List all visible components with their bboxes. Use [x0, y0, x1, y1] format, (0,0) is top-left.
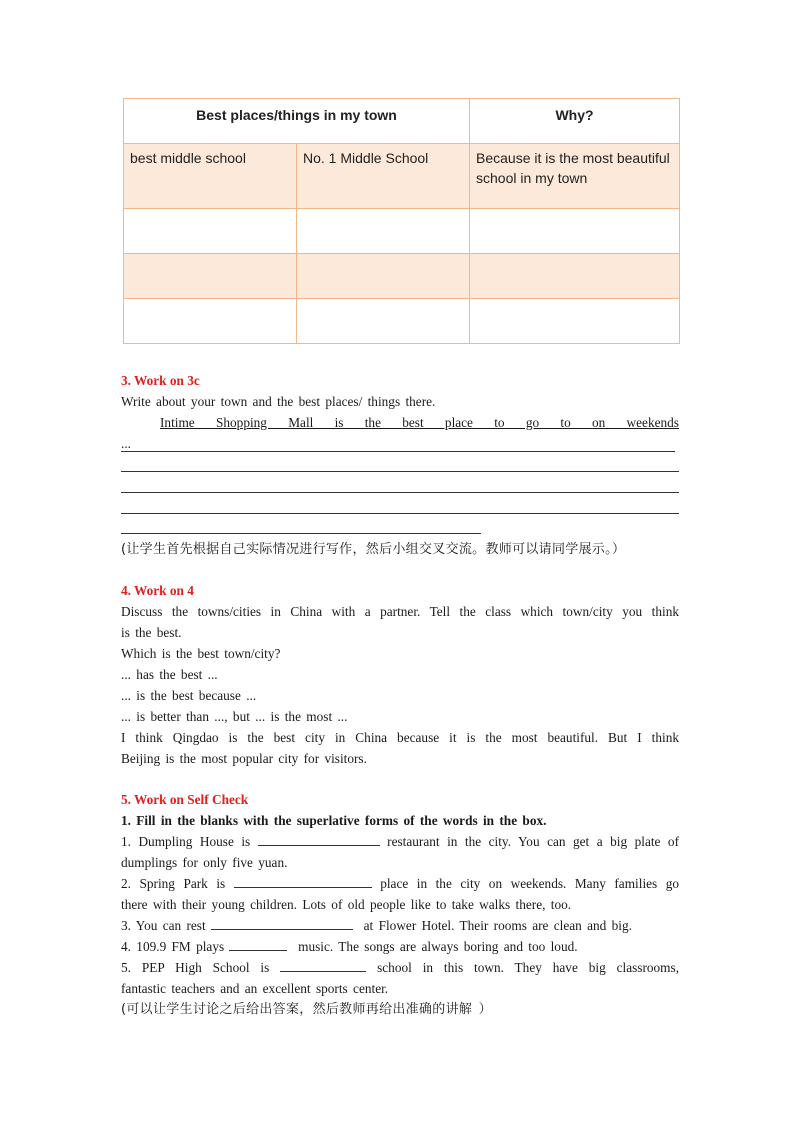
best-places-table — [123, 98, 680, 344]
answer-blank[interactable] — [229, 936, 287, 951]
writing-line — [121, 513, 679, 514]
section-4-line: is the best. — [121, 625, 182, 640]
section-5-subtitle: 1. Fill in the blanks with the superlative forms of the words in the box. — [121, 813, 547, 828]
exercise-text: 3. You can rest — [121, 918, 206, 933]
exercise-text: school in this town. They have big classrooms, — [377, 960, 680, 975]
table-cell — [470, 209, 680, 254]
exercise-text: place in the city on weekends. Many families go — [380, 876, 680, 891]
writing-line — [121, 451, 675, 452]
exercise-text: 4. 109.9 FM plays — [121, 939, 225, 954]
writing-line — [121, 492, 679, 493]
header-best-places: Best places/things in my town — [124, 99, 470, 144]
section-4-line: I think Qingdao is the best city in China because it is the most beautiful. But I think — [121, 730, 679, 745]
section-3-title: 3. Work on 3c — [121, 373, 200, 388]
answer-blank[interactable] — [234, 873, 372, 888]
table-row — [124, 299, 680, 344]
exercise-item-5 — [121, 957, 679, 978]
table-row — [124, 144, 680, 209]
exercise-item-2 — [121, 873, 679, 894]
section-4-line: Discuss the towns/cities in China with a partner. Tell the class which town/city you think — [121, 604, 679, 619]
section-4-line: ... has the best ... — [121, 667, 218, 682]
table-cell: No. 1 Middle School — [297, 144, 470, 209]
exercise-text: 5. PEP High School is — [121, 960, 270, 975]
writing-line — [121, 471, 679, 472]
table-row — [124, 209, 680, 254]
table-cell — [297, 209, 470, 254]
table-cell — [124, 254, 297, 299]
section-5-teacher-note: (可以让学生讨论之后给出答案，然后教师再给出准确的讲解 ） — [121, 1002, 492, 1017]
table-cell: best middle school — [124, 144, 297, 209]
exercise-item-3 — [121, 915, 679, 936]
section-4-line: ... is better than ..., but ... is the most ... — [121, 709, 348, 724]
table-cell — [470, 254, 680, 299]
exercise-item-4 — [121, 936, 679, 957]
section-3-teacher-note: (让学生首先根据自己实际情况进行写作，然后小组交叉交流。教师可以请同学展示。） — [121, 542, 626, 557]
section-3-ellipsis: ... — [121, 436, 131, 451]
answer-blank[interactable] — [211, 915, 353, 930]
section-4-line: ... is the best because ... — [121, 688, 257, 703]
writing-line — [121, 533, 481, 534]
exercise-item-1 — [121, 831, 679, 852]
table-cell: Because it is the most beautiful school in my town — [470, 144, 680, 209]
section-4-line: Which is the best town/city? — [121, 646, 281, 661]
header-why: Why? — [470, 99, 680, 144]
exercise-item-5-cont: fantastic teachers and an excellent sports center. — [121, 981, 389, 996]
exercise-text: 1. Dumpling House is — [121, 834, 251, 849]
table-row — [124, 254, 680, 299]
table-cell — [124, 299, 297, 344]
table-cell — [297, 299, 470, 344]
table-header-row — [124, 99, 680, 144]
exercise-item-1-cont: dumplings for only five yuan. — [121, 855, 288, 870]
table-cell — [297, 254, 470, 299]
table-cell — [124, 209, 297, 254]
section-3-instruction: Write about your town and the best places/ things there. — [121, 394, 436, 409]
exercise-text: music. The songs are always boring and too loud. — [298, 939, 578, 954]
section-5-title: 5. Work on Self Check — [121, 792, 249, 807]
section-3-example-wrap — [160, 412, 679, 433]
section-4-title: 4. Work on 4 — [121, 583, 194, 598]
section-4-line: Beijing is the most popular city for visitors. — [121, 751, 367, 766]
answer-blank[interactable] — [280, 957, 366, 972]
table-cell — [470, 299, 680, 344]
answer-blank[interactable] — [258, 831, 380, 846]
exercise-item-2-cont: there with their young children. Lots of old people like to take walks there, too. — [121, 897, 572, 912]
exercise-text: restaurant in the city. You can get a big plate of — [387, 834, 679, 849]
exercise-text: 2. Spring Park is — [121, 876, 226, 891]
section-3-example: Intime Shopping Mall is the best place to go to on weekends — [160, 415, 679, 430]
exercise-text: at Flower Hotel. Their rooms are clean and big. — [363, 918, 632, 933]
